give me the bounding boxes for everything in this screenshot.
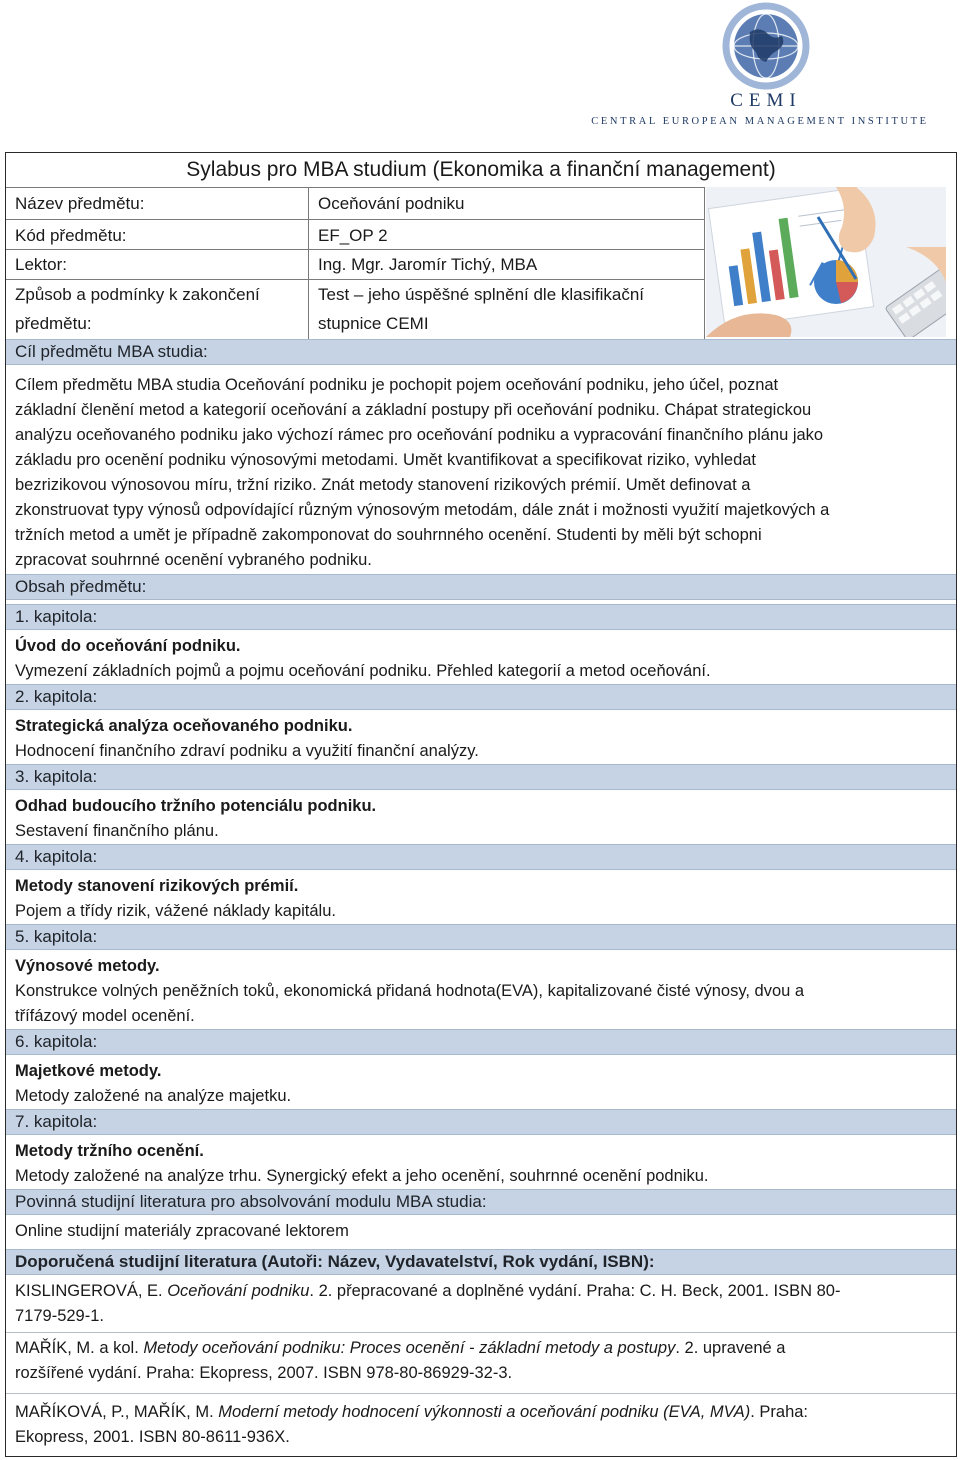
goal-line: tržních metod a umět je případně zakomponovat do souhrnného ocenění. Studenti by měli být schopni [15,526,762,544]
course-name-label: Název předmětu: [15,194,145,213]
chapter-3-label: 3. kapitola: [6,764,956,790]
reference-details: . 2. přepracované a doplněné vydání. Praha: C. H. Beck, 2001. ISBN 80- [309,1282,841,1300]
completion-value-line1: Test – jeho úspěšné splnění dle klasifikační [318,285,645,304]
goal-line: zpracovat souhrnné ocenění vybraného podniku. [15,551,372,569]
course-code-value: EF_OP 2 [318,226,388,245]
reference-title: Metody oceňování podniku: Proces ocenění - základní metody a postupy [143,1339,676,1357]
chapter-4-label: 4. kapitola: [6,844,956,870]
reference-details: . Praha: [750,1403,809,1421]
chapter-5-line: třífázový model ocenění. [15,1007,195,1025]
chapter-7-label: 7. kapitola: [6,1109,956,1135]
reference-2-line2: rozšířené vydání. Praha: Ekopress, 2007. ISBN 978-80-86929-32-3. [15,1364,513,1382]
business-photo [706,187,946,337]
reference-details: . 2. upravené a [675,1339,786,1357]
cemi-logo [582,2,942,132]
completion-value-line2: stupnice CEMI [318,314,429,333]
chapter-7-text: Metody založené na analýze trhu. Synergický efekt a jeho ocenění, souhrnné ocenění podniku. [15,1167,709,1185]
chapter-6-title: Majetkové metody. [15,1062,162,1080]
chapter-2-title: Strategická analýza oceňovaného podniku. [15,717,353,735]
chapter-3-text: Sestavení finančního plánu. [15,822,219,840]
chapter-1-text: Vymezení základních pojmů a pojmu oceňování podniku. Přehled kategorií a metod oceňování. [15,662,711,680]
globe-emblem [726,6,806,86]
reference-title: Moderní metody hodnocení výkonnosti a oceňování podniku (EVA, MVA) [218,1403,751,1421]
goal-line: základní členění metod a kategorií oceňování a základní postupy při oceňování podniku. Chápat strategickou [15,401,812,419]
recommended-literature-heading: Doporučená studijní literatura (Autoři: Název, Vydavatelství, Rok vydání, ISBN): [6,1249,956,1275]
goal-heading: Cíl předmětu MBA studia: [6,339,956,365]
reference-1-line2: 7179-529-1. [15,1307,104,1325]
reference-3 [15,1400,951,1450]
required-literature-heading: Povinná studijní literatura pro absolvování modulu MBA studia: [6,1189,956,1215]
chapter-3-title: Odhad budoucího tržního potenciálu podniku. [15,797,377,815]
goal-line: Cílem předmětu MBA studia Oceňování podniku je pochopit pojem oceňování podniku, jeho účel, poznat [15,376,779,394]
chapter-6-label: 6. kapitola: [6,1029,956,1055]
lecturer-value: Ing. Mgr. Jaromír Tichý, MBA [318,255,538,274]
reference-author: KISLINGEROVÁ, E. [15,1282,168,1300]
goal-line: zkonstruovat typy výnosů odpovídající různým výnosovým metodám, dále znát i možnosti využití majetkových a [15,501,830,519]
reference-title: Oceňování podniku [167,1282,310,1300]
chapter-1-title: Úvod do oceňování podniku. [15,637,241,655]
reference-3-line2: Ekopress, 2001. ISBN 80-8611-936X. [15,1428,290,1446]
lecturer-label: Lektor: [15,255,67,274]
goal-paragraph [15,373,951,573]
chapter-4-text: Pojem a třídy rizik, vážené náklady kapitálu. [15,902,336,920]
reference-2 [15,1336,951,1386]
completion-label-line2: předmětu: [15,314,92,333]
chapter-5-text [15,979,951,1029]
reference-1 [15,1279,951,1329]
chapter-4-title: Metody stanovení rizikových prémií. [15,877,299,895]
page-title: Sylabus pro MBA studium (Ekonomika a finanční management) [186,158,776,181]
chapter-5-title: Výnosové metody. [15,957,160,975]
course-code-label: Kód předmětu: [15,226,127,245]
completion-label-line1: Způsob a podmínky k zakončení [15,285,260,304]
logo-acronym: CEMI [730,90,802,111]
content-heading: Obsah předmětu: [6,574,956,600]
required-literature-text: Online studijní materiály zpracované lektorem [15,1222,349,1240]
goal-line: bezrizikovou výnosovou míru, tržní riziko. Znát metody stanovení rizikových prémií. Umět definovat a [15,476,751,494]
chapter-7-title: Metody tržního ocenění. [15,1142,204,1160]
goal-line: analýzu oceňovaného podniku jako výchozí rámec pro oceňování podniku a vypracování finančního plánu jako [15,426,824,444]
chapter-6-text: Metody založené na analýze majetku. [15,1087,292,1105]
logo-full-name: Central European Management Institute [591,116,929,127]
chapter-1-label: 1. kapitola: [6,604,956,630]
reference-author: MAŘÍKOVÁ, P., MAŘÍK, M. [15,1403,219,1421]
reference-1-line1 [15,1279,951,1304]
chapter-2-label: 2. kapitola: [6,684,956,710]
chapter-2-text: Hodnocení finančního zdraví podniku a využití finanční analýzy. [15,742,479,760]
chapter-5-line: Konstrukce volných peněžních toků, ekonomická přidaná hodnota(EVA), kapitalizované čisté výnosy, dvou a [15,982,805,1000]
reference-author: MAŘÍK, M. a kol. [15,1339,144,1357]
syllabus-document [5,152,957,1457]
reference-2-line1 [15,1336,951,1361]
course-name-value: Oceňování podniku [318,194,465,213]
chapter-5-label: 5. kapitola: [6,924,956,950]
goal-line: základu pro ocenění podniku výnosovými metodami. Umět kvantifikovat a specifikovat riziko, vyhledat [15,451,757,469]
pie-chart [814,260,858,304]
reference-3-line1 [15,1400,951,1425]
